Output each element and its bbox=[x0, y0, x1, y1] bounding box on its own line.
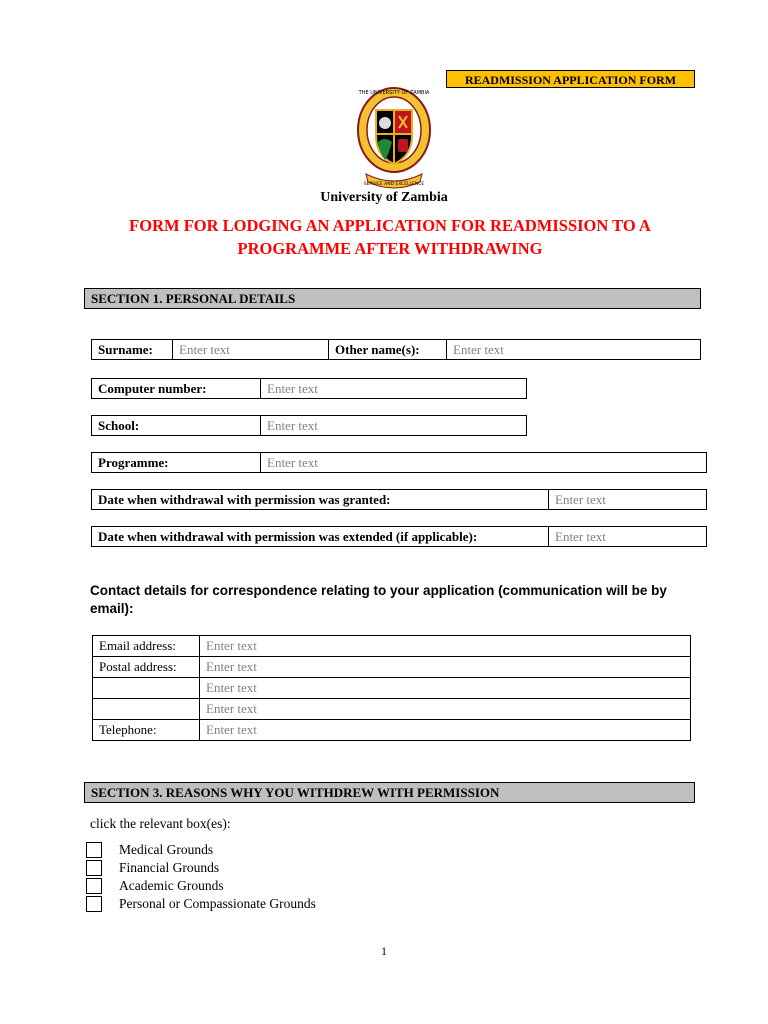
postal-address-label: Postal address: bbox=[93, 657, 200, 678]
financial-grounds-checkbox[interactable] bbox=[86, 860, 102, 876]
list-item bbox=[86, 859, 316, 877]
list-item bbox=[86, 895, 316, 913]
programme-row bbox=[91, 452, 707, 473]
computer-number-row bbox=[91, 378, 527, 399]
contact-details-intro: Contact details for correspondence relating to your application (communication will be by email): bbox=[90, 583, 667, 616]
telephone-input[interactable]: Enter text bbox=[200, 720, 691, 741]
withdrawal-granted-row bbox=[91, 489, 707, 510]
programme-label: Programme: bbox=[92, 453, 261, 472]
withdrawal-reasons-list bbox=[86, 841, 316, 913]
postal-address-input-1[interactable]: Enter text bbox=[200, 657, 691, 678]
section-1-heading: SECTION 1. PERSONAL DETAILS bbox=[84, 288, 701, 309]
telephone-label: Telephone: bbox=[93, 720, 200, 741]
form-title-line-1: FORM FOR LODGING AN APPLICATION FOR READMISSION TO A bbox=[129, 216, 651, 235]
postal-address-input-3[interactable]: Enter text bbox=[200, 699, 691, 720]
table-row bbox=[93, 657, 691, 678]
postal-address-input-2[interactable]: Enter text bbox=[200, 678, 691, 699]
crest-motto: SERVICE AND EXCELLENCE bbox=[363, 182, 425, 187]
list-item bbox=[86, 841, 316, 859]
form-title-line-2: PROGRAMME AFTER WITHDRAWING bbox=[237, 239, 543, 258]
personal-grounds-checkbox[interactable] bbox=[86, 896, 102, 912]
page-number: 1 bbox=[381, 944, 387, 958]
academic-grounds-checkbox[interactable] bbox=[86, 878, 102, 894]
withdrawal-extended-input[interactable]: Enter text bbox=[555, 529, 606, 544]
list-item bbox=[86, 877, 316, 895]
institution-name: University of Zambia bbox=[320, 190, 448, 205]
form-type-badge: READMISSION APPLICATION FORM bbox=[446, 70, 695, 88]
name-row bbox=[91, 339, 701, 360]
contact-details-table bbox=[92, 635, 691, 741]
school-input[interactable]: Enter text bbox=[267, 418, 318, 433]
programme-input[interactable]: Enter text bbox=[267, 455, 318, 470]
postal-address-label-blank bbox=[93, 699, 200, 720]
withdrawal-granted-label: Date when withdrawal with permission was granted: bbox=[92, 490, 549, 509]
computer-number-input[interactable]: Enter text bbox=[267, 381, 318, 396]
withdrawal-extended-row bbox=[91, 526, 707, 547]
section-3-heading: SECTION 3. REASONS WHY YOU WITHDREW WITH PERMISSION bbox=[84, 782, 695, 803]
university-crest-logo bbox=[352, 84, 436, 190]
school-label: School: bbox=[92, 416, 261, 435]
withdrawal-granted-input[interactable]: Enter text bbox=[555, 492, 606, 507]
table-row bbox=[93, 636, 691, 657]
academic-grounds-label: Academic Grounds bbox=[119, 878, 224, 893]
withdrawal-extended-label: Date when withdrawal with permission was extended (if applicable): bbox=[92, 527, 549, 546]
school-row bbox=[91, 415, 527, 436]
surname-input[interactable]: Enter text bbox=[173, 340, 329, 359]
crest-ring-text: THE UNIVERSITY OF ZAMBIA bbox=[358, 90, 430, 96]
personal-grounds-label: Personal or Compassionate Grounds bbox=[119, 896, 316, 911]
table-row bbox=[93, 699, 691, 720]
other-names-input[interactable]: Enter text bbox=[453, 342, 504, 357]
checkbox-instruction: click the relevant box(es): bbox=[90, 816, 231, 831]
email-input[interactable]: Enter text bbox=[200, 636, 691, 657]
other-names-label: Other name(s): bbox=[329, 340, 447, 359]
computer-number-label: Computer number: bbox=[92, 379, 261, 398]
form-title bbox=[90, 214, 690, 260]
email-label: Email address: bbox=[93, 636, 200, 657]
postal-address-label-blank bbox=[93, 678, 200, 699]
table-row bbox=[93, 678, 691, 699]
medical-grounds-label: Medical Grounds bbox=[119, 842, 214, 857]
table-row bbox=[93, 720, 691, 741]
financial-grounds-label: Financial Grounds bbox=[119, 860, 220, 875]
medical-grounds-checkbox[interactable] bbox=[86, 842, 102, 858]
surname-label: Surname: bbox=[92, 340, 173, 359]
